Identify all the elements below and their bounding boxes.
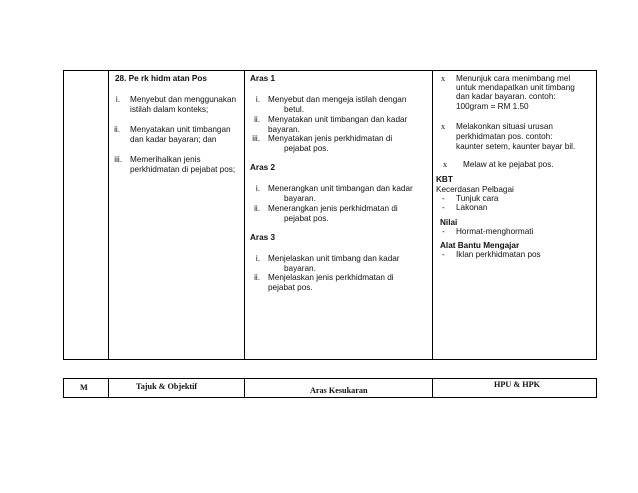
objective-line: Menyatakan unit timbangan [130, 125, 231, 134]
header-m: M [80, 383, 88, 392]
nilai-title: Nilai [440, 218, 458, 227]
level-item-number: ii. [254, 204, 260, 213]
level-item-line: pejabat pos. [284, 214, 329, 223]
objective-number: iii. [114, 155, 122, 164]
kbt-title: KBT [436, 175, 453, 184]
column-divider [108, 378, 109, 398]
objective-line: Menyebut dan menggunakan [130, 95, 237, 104]
abm-title: Alat Bantu Mengajar [440, 241, 520, 250]
activity-line: Menunjuk cara menimbang mel [456, 74, 571, 83]
level-item-line: Menyatakan jenis perkhidmatan di [268, 134, 393, 143]
level-item-number: i. [255, 184, 260, 193]
activity-line: Melaw at ke pejabat pos. [463, 160, 554, 169]
level-item-number: ii. [254, 273, 260, 282]
activity-line: kaunter setem, kaunter bayar bil. [456, 142, 576, 151]
activity-bullet: x [443, 160, 448, 169]
objective-number: ii. [114, 125, 120, 134]
header-hpu: HPU & HPK [494, 380, 540, 389]
level-item-line: pejabat pos. [284, 144, 329, 153]
activity-line: Melakonkan situasi urusan [456, 122, 553, 131]
dash: - [442, 203, 445, 212]
dash: - [442, 194, 445, 203]
objective-line: dan kadar bayaran; dan [130, 135, 217, 144]
column-divider [244, 378, 245, 398]
level-item-line: Menerangkan unit timbangan dan kadar [268, 184, 413, 193]
level-title: Aras 1 [250, 74, 276, 83]
activity-line: 100gram = RM 1.50 [456, 102, 529, 111]
nilai-item: Hormat-menghormati [456, 227, 534, 236]
activity-line: untuk mendapatkan unit timbang [456, 83, 575, 92]
level-item-line: Menyebut dan mengeja istilah dengan [268, 95, 407, 104]
level-title: Aras 3 [250, 233, 276, 242]
level-item-number: i. [255, 95, 260, 104]
kbt-item: Tunjuk cara [456, 194, 499, 203]
level-item-number: iii. [252, 134, 260, 143]
topic-heading: 28. Pe rk hidm atan Pos [115, 74, 207, 83]
activity-line: dan kadar bayaran. contoh: [456, 92, 556, 101]
level-item-line: bayaran. [284, 264, 316, 273]
level-item-number: i. [255, 254, 260, 263]
header-aras: Aras Kesukaran [310, 386, 368, 395]
column-divider [108, 70, 109, 360]
dash: - [442, 250, 445, 259]
level-item-line: bayaran. [284, 194, 316, 203]
level-item-line: Menjelaskan jenis perkhidmatan di [268, 273, 394, 282]
column-divider [432, 70, 433, 360]
activity-bullet: x [441, 122, 446, 131]
dash: - [442, 227, 445, 236]
level-title: Aras 2 [250, 163, 276, 172]
objective-number: i. [115, 95, 120, 104]
activity-line: perkhidmatan pos. contoh: [456, 132, 553, 141]
abm-item: Iklan perkhidmatan pos [456, 250, 541, 259]
objective-line: Memerihalkan jenis [130, 155, 201, 164]
level-item-line: pejabat pos. [268, 283, 313, 292]
column-divider [244, 70, 245, 360]
column-divider [432, 378, 433, 398]
header-tajuk: Tajuk & Objektif [136, 382, 198, 391]
activity-bullet: x [441, 74, 446, 83]
level-item-number: ii. [254, 115, 260, 124]
objective-line: istilah dalam konteks; [130, 105, 209, 114]
kbt-item: Lakonan [456, 203, 488, 212]
objective-line: perkhidmatan di pejabat pos; [130, 165, 236, 174]
level-item-line: bayaran. [268, 125, 300, 134]
level-item-line: Menyatakan unit timbangan dan kadar [268, 115, 408, 124]
kbt-subtitle: Kecerdasan Pelbagai [436, 185, 514, 194]
level-item-line: betul. [284, 105, 305, 114]
level-item-line: Menerangkan jenis perkhidmatan di [268, 204, 398, 213]
level-item-line: Menjelaskan unit timbang dan kadar [268, 254, 400, 263]
